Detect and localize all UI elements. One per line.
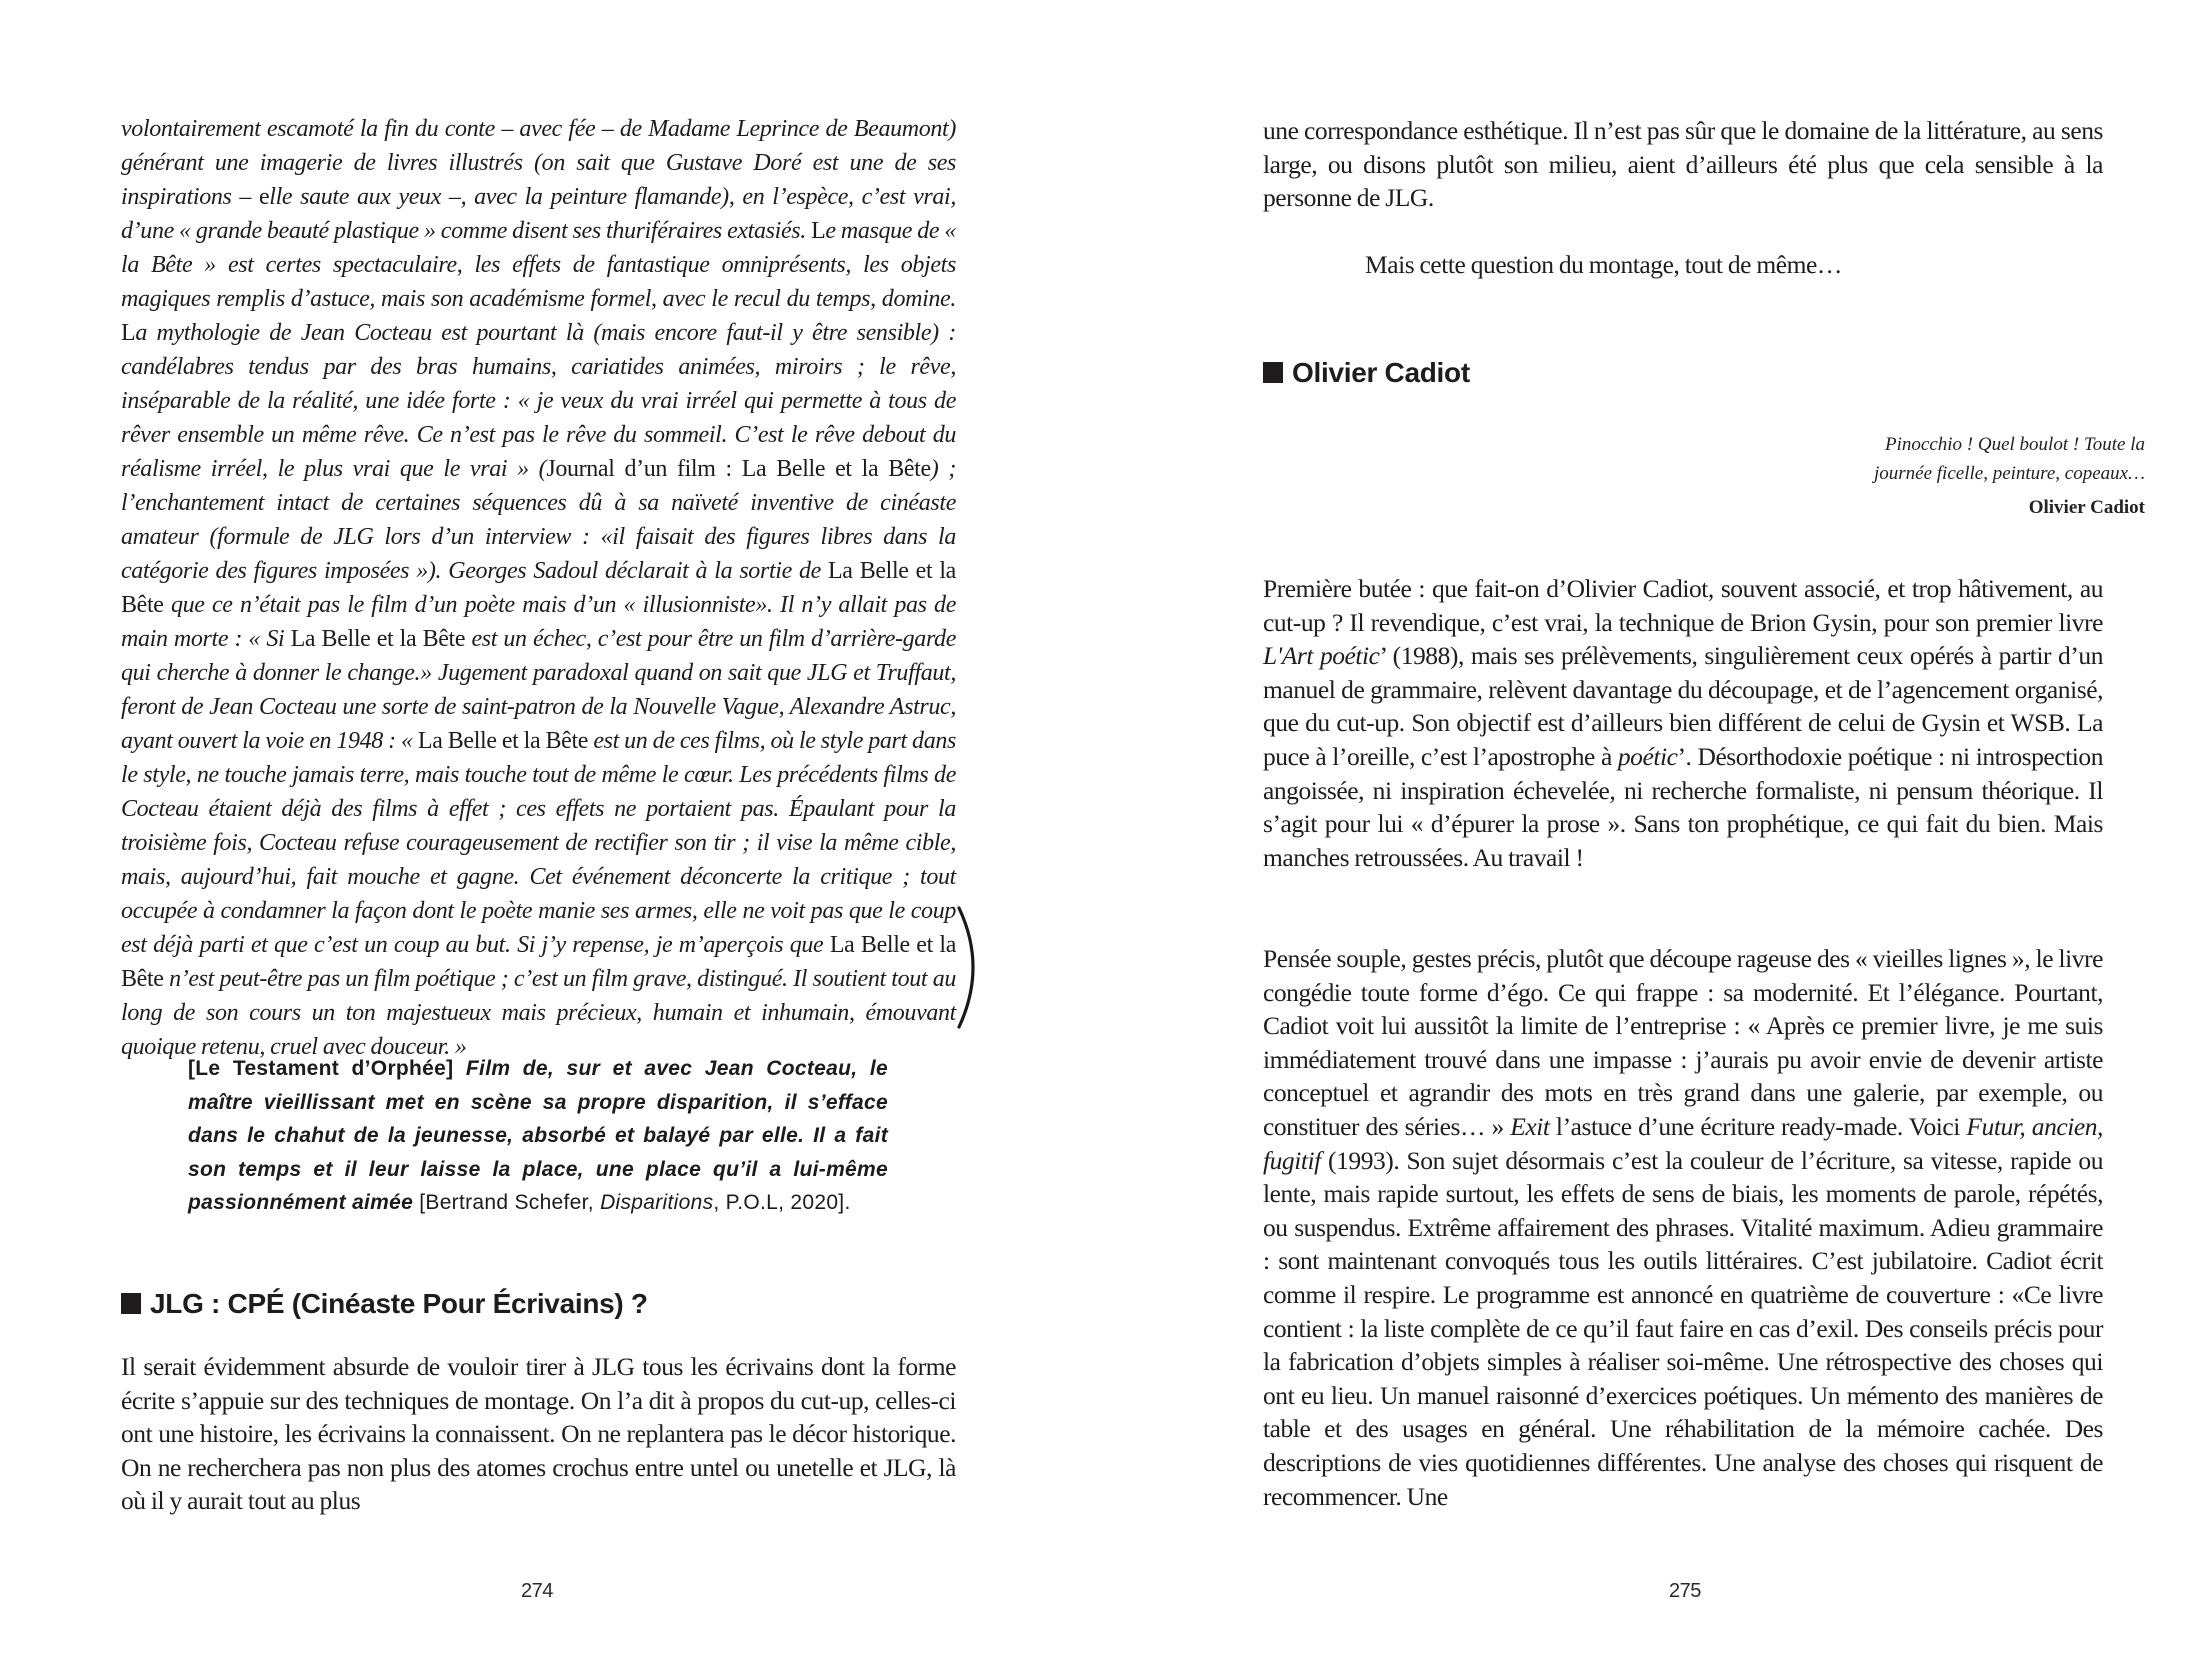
page-number: 274 xyxy=(521,1580,553,1602)
square-bullet-icon xyxy=(121,1293,141,1314)
epigraph xyxy=(1725,430,2145,488)
film-title-reference: La Belle et la Bête xyxy=(121,558,956,618)
note-body: Film de, sur et avec Jean Cocteau, le maître vieillissant met en scène sa propre disparition, il s’efface dans le chahut de la jeunesse, absorbé et balayé par elle. Il a fait son temps et il leur laisse la place, une place qu’il a lui-même passionnément aimée xyxy=(188,1057,888,1214)
film-review-quote xyxy=(121,112,956,1064)
left-page xyxy=(0,0,1102,1654)
quote-segment: est un de ces films, où le style part dans le style, ne touche jamais terre, mais touche tout de même le cœur. Les précédents films de Cocteau étaient déjà des films à effet ; ces effets ne portaient pas. Épaulant pour la troisième fois, Cocteau refuse courageusement de rectifier son tir ; il vise la même cible, mais, aujourd’hui, fait mouche et gagne. Cet événement déconcerte la critique ; tout occupée à condamner la façon dont le poète manie ses armes, elle ne voit pas que le coup est déjà parti et que c’est un coup au but. Si j’y repense, je m’aperçois que xyxy=(121,728,957,958)
paragraph-text: ’. Désorthodoxie poétique : ni introspection angoissée, ni inspiration échevelée, ni recherche formaliste, ni pensum théorique. Il s’agit pour lui « d’épurer la prose ». Sans ton prophétique, ce qui fait du bien. Mais manches retroussées. Au travail ! xyxy=(1263,741,2103,872)
paragraph-text: l’astuce d’une écriture ready-made. Voici xyxy=(1549,1111,1967,1141)
emphasized-word: Exit xyxy=(1510,1111,1550,1141)
quote-segment: n’est peut-être pas un film poétique ; c’est un film grave, distingué. Il soutient tout au long de son cours un ton majestueux mais précieux, humain et inhumain, émouvant quoique retenu, cruel avec douceur. » xyxy=(121,966,956,1060)
quote-segment: ) ; l’enchantement intact de certaines séquences dû à sa naïveté inventive de cinéaste amateur (formule de JLG lors d’un interview : «il faisait des figures libres dans la catégorie des figures imposées »). Georges Sadoul déclarait à la sortie de xyxy=(121,456,956,584)
quote-segment: e masque de « la Bête » est certes spectaculaire, les effets de fantastique omniprésents, les objets magiques remplis d’astuce, mais son académisme formel, avec le recul du temps, domine. xyxy=(121,218,956,312)
film-title-reference: La Belle et la Bête xyxy=(417,728,589,754)
section-heading-cadiot xyxy=(1263,356,1470,390)
page-number: 275 xyxy=(1669,1580,1701,1602)
quote-segment: lle saute aux yeux –, avec la peinture flamande), en l’espèce, c’est vrai, d’une « grande beauté plastique » comme disent ses thuriféraires extasiés. xyxy=(121,184,956,244)
paragraph-text: Pensée souple, gestes précis, plutôt que découpe rageuse des « vieilles lignes », le livre congédie toute forme d’égo. Ce qui frappe : sa modernité. Et l’élégance. Pourtant, Cadiot voit lui aussitôt la limite de l’entreprise : « Après ce premier livre, je me suis immédiatement trouvé dans une impasse : j’aurais pu avoir envie de devenir artiste conceptuel et agrandir des mots en très grand dans une galerie, par exemple, ou constituer des séries… » xyxy=(1263,944,2103,1141)
square-bullet-icon xyxy=(1263,362,1283,383)
closing-bracket-ornament xyxy=(955,905,985,1030)
quote-segment: est un échec, c’est pour être un film d’arrière-garde qui cherche à donner le change.» Jugement paradoxal quand on sait que JLG et Truffaut, feront de Jean Cocteau une sorte de saint-patron de la Nouvelle Vague, Alexandre Astruc, ayant ouvert la voie en 1948 : « xyxy=(121,626,956,754)
paragraph-text: ’ (1988), mais ses prélèvements, singulièrement ceux opérés à partir d’un manuel de grammaire, relèvent davantage du découpage, et de l’agencement organisé, que du cut-up. Son objectif est d’ailleurs bien différent de celui de Gysin et WSB. La puce à l’oreille, c’est l’apostrophe à xyxy=(1263,641,2103,771)
film-title-reference: La Belle et la Bête xyxy=(121,932,957,992)
book-title: L'Art poétic xyxy=(1263,641,1380,671)
film-title-reference: Journal d’un film : La Belle et la Bête xyxy=(546,456,931,482)
book-title: Futur, ancien, fugitif xyxy=(1263,1111,2103,1175)
right-page xyxy=(1103,0,2205,1654)
quote-segment: L xyxy=(121,320,136,346)
paragraph-text: Première butée : que fait-on d’Olivier Cadiot, souvent associé, et trop hâtivement, au cut-up ? Il revendique, c’est vrai, la technique de Brion Gysin, pour son premier livre xyxy=(1263,574,2103,637)
section-heading-text: Olivier Cadiot xyxy=(1292,357,1470,388)
quote-segment: que ce n’était pas le film d’un poète mais d’un « illusionniste». Il n’y allait pas de main morte : « Si xyxy=(121,592,956,652)
paragraph-pensee-souple xyxy=(1263,942,2103,1513)
note-citation-prefix: [Bertrand Schefer, xyxy=(413,1191,601,1214)
section-heading-text: JLG : CPÉ (Cinéaste Pour Écrivains) ? xyxy=(150,1288,648,1319)
film-note xyxy=(188,1052,888,1220)
epigraph-line: Pinocchio ! Quel boulot ! Toute la xyxy=(1885,434,2145,455)
epigraph-author: Olivier Cadiot xyxy=(2028,497,2145,518)
epigraph-line: journée ficelle, peinture, copeaux… xyxy=(1873,463,2145,484)
quote-segment: a mythologie de Jean Cocteau est pourtant là (mais encore faut-il y être sensible) : candélabres tendus par des bras humains, cariatides animées, miroirs ; le rêve, inséparable de la réalité, une idée forte : « je veux du vrai irréel qui permette à tous de rêver ensemble un même rêve. Ce n’est pas le rêve du sommeil. C’est le rêve debout du réalisme irréel, le plus vrai que le vrai » ( xyxy=(121,320,956,482)
quote-segment: volontairement escamoté la fin du conte – avec fée – de Madame Leprince de Beaumont) générant une imagerie de livres illustrés (on sait que Gustave Doré est une de ses inspirations – xyxy=(121,116,956,210)
section-heading-jlg xyxy=(121,1287,648,1321)
continuation-paragraph: une correspondance esthétique. Il n’est pas sûr que le domaine de la littérature, au sens large, ou disons plutôt son milieu, aient d’ailleurs été plus que cela sensible à la personne de JLG. xyxy=(1263,116,2103,213)
paragraph-premiere-butee xyxy=(1263,572,2103,874)
note-citation-title: Disparitions xyxy=(600,1191,714,1214)
section-paragraph: Il serait évidemment absurde de vouloir tirer à JLG tous les écrivains dont la forme écrite s’appuie sur des techniques de montage. On l’a dit à propos du cut-up, celles-ci ont une histoire, les écrivains la connaissent. On ne replantera pas le décor historique. On ne recherchera pas non plus des atomes crochus entre untel ou unetelle et JLG, là où il y aurait tout au plus xyxy=(121,1352,956,1516)
note-citation-suffix: , P.O.L, 2020]. xyxy=(713,1191,851,1214)
film-title-reference: La Belle et la Bête xyxy=(290,626,466,652)
emphasized-word: poétic xyxy=(1617,741,1678,771)
quote-segment: L xyxy=(811,218,826,244)
indented-line: Mais cette question du montage, tout de même… xyxy=(1365,250,1842,279)
quote-segment: e xyxy=(258,184,270,210)
note-film-title: [Le Testament d’Orphée] xyxy=(188,1057,454,1080)
paragraph-text: (1993). Son sujet désormais c’est la couleur de l’écriture, sa vitesse, rapide ou lente, mais rapide surtout, les effets de sens de biais, les moments de parole, répétés, ou suspendus. Extrême affairement des phrases. Vitalité maximum. Adieu grammaire : sont maintenant convoqués tous les outils littéraires. C’est jubilatoire. Cadiot écrit comme il respire. Le programme est annoncé en quatrième de couverture : «Ce livre contient : la liste complète de ce qu’il faut faire en cas d’exil. Des conseils précis pour la fabrication d’objets simples à réaliser soi-même. Une rétrospective des choses qui ont eu lieu. Un manuel raisonné d’exercices poétiques. Un mémento des manières de table et des usages en général. Une réhabilitation de la mémoire cachée. Des descriptions de vies quotidiennes différentes. Une analyse des choses qui risquent de recommencer. Une xyxy=(1263,1145,2103,1511)
